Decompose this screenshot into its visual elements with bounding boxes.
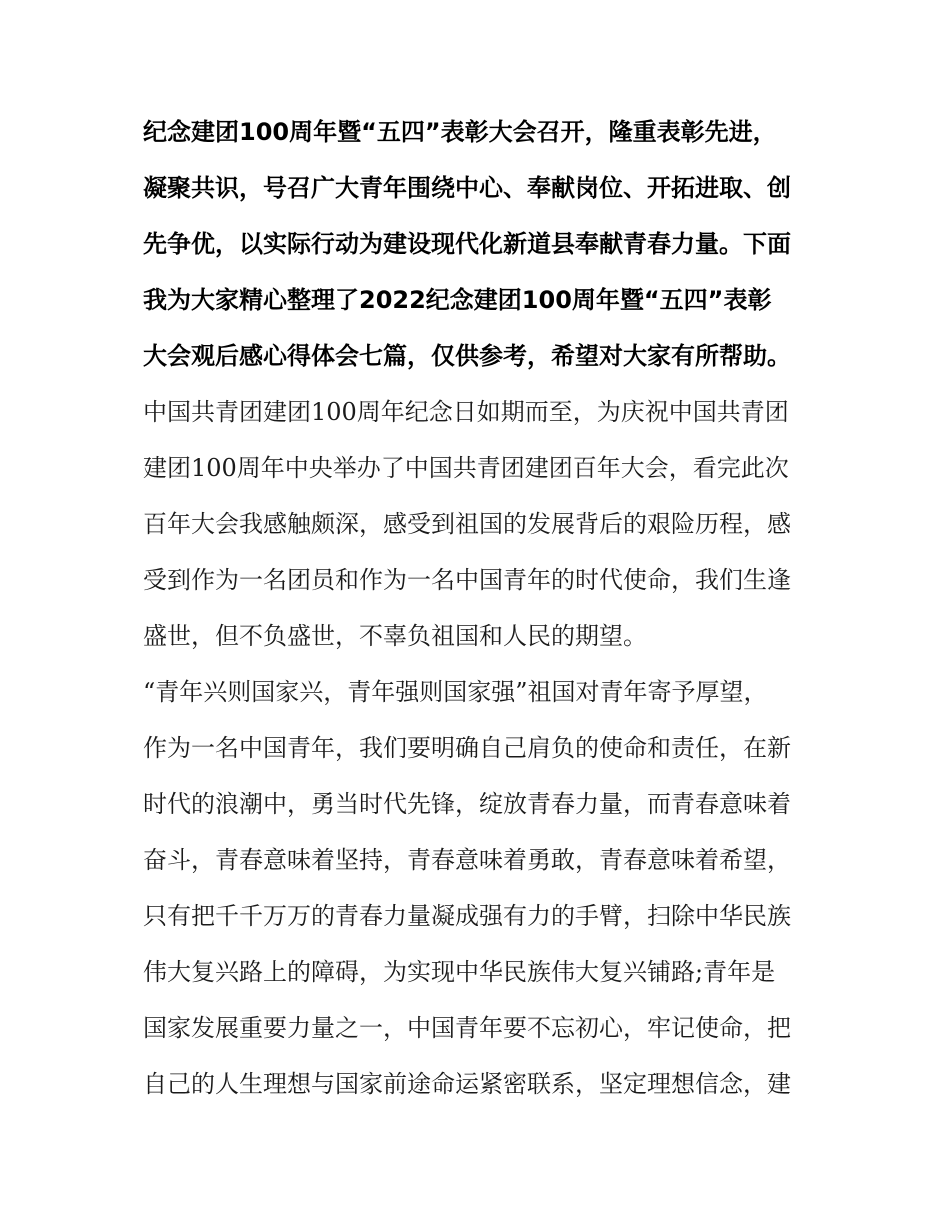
body-line: 盛世，但不负盛世，不辜负祖国和人民的期望。 [143,622,647,650]
body-line: 受到作为一名团员和作为一名中国青年的时代使命，我们生逢 [143,566,791,594]
body-line: 建团100周年中央举办了中国共青团建团百年大会，看完此次 [143,454,789,482]
body-line: “青年兴则国家兴，青年强则国家强”祖国对青年寄予厚望， [143,678,768,706]
intro-line: 凝聚共识，号召广大青年围绕中心、奉献岗位、开拓进取、创 [143,174,791,202]
body-line: 百年大会我感触颇深，感受到祖国的发展背后的艰险历程，感 [143,510,791,538]
intro-line: 纪念建团100周年暨“五四”表彰大会召开，隆重表彰先进， [143,118,777,146]
intro-line: 先争优，以实际行动为建设现代化新道县奉献青春力量。下面 [143,230,791,258]
intro-line: 大会观后感心得体会七篇，仅供参考，希望对大家有所帮助。 [143,342,791,370]
body-line: 只有把千千万万的青春力量凝成强有力的手臂，扫除中华民族 [143,902,791,930]
body-line: 奋斗，青春意味着坚持，青春意味着勇敢，青春意味着希望， [143,846,791,874]
body-line: 时代的浪潮中，勇当时代先锋，绽放青春力量，而青春意味着 [143,790,791,818]
body-line: 自己的人生理想与国家前途命运紧密联系，坚定理想信念，建 [143,1070,791,1098]
body-line: 中国共青团建团100周年纪念日如期而至，为庆祝中国共青团 [143,398,789,426]
body-line: 伟大复兴路上的障碍，为实现中华民族伟大复兴铺路;青年是 [143,958,776,986]
body-line: 作为一名中国青年，我们要明确自己肩负的使命和责任，在新 [143,734,791,762]
body-line: 国家发展重要力量之一，中国青年要不忘初心，牢记使命，把 [143,1014,791,1042]
intro-line: 我为大家精心整理了2022纪念建团100周年暨“五四”表彰 [143,286,772,314]
